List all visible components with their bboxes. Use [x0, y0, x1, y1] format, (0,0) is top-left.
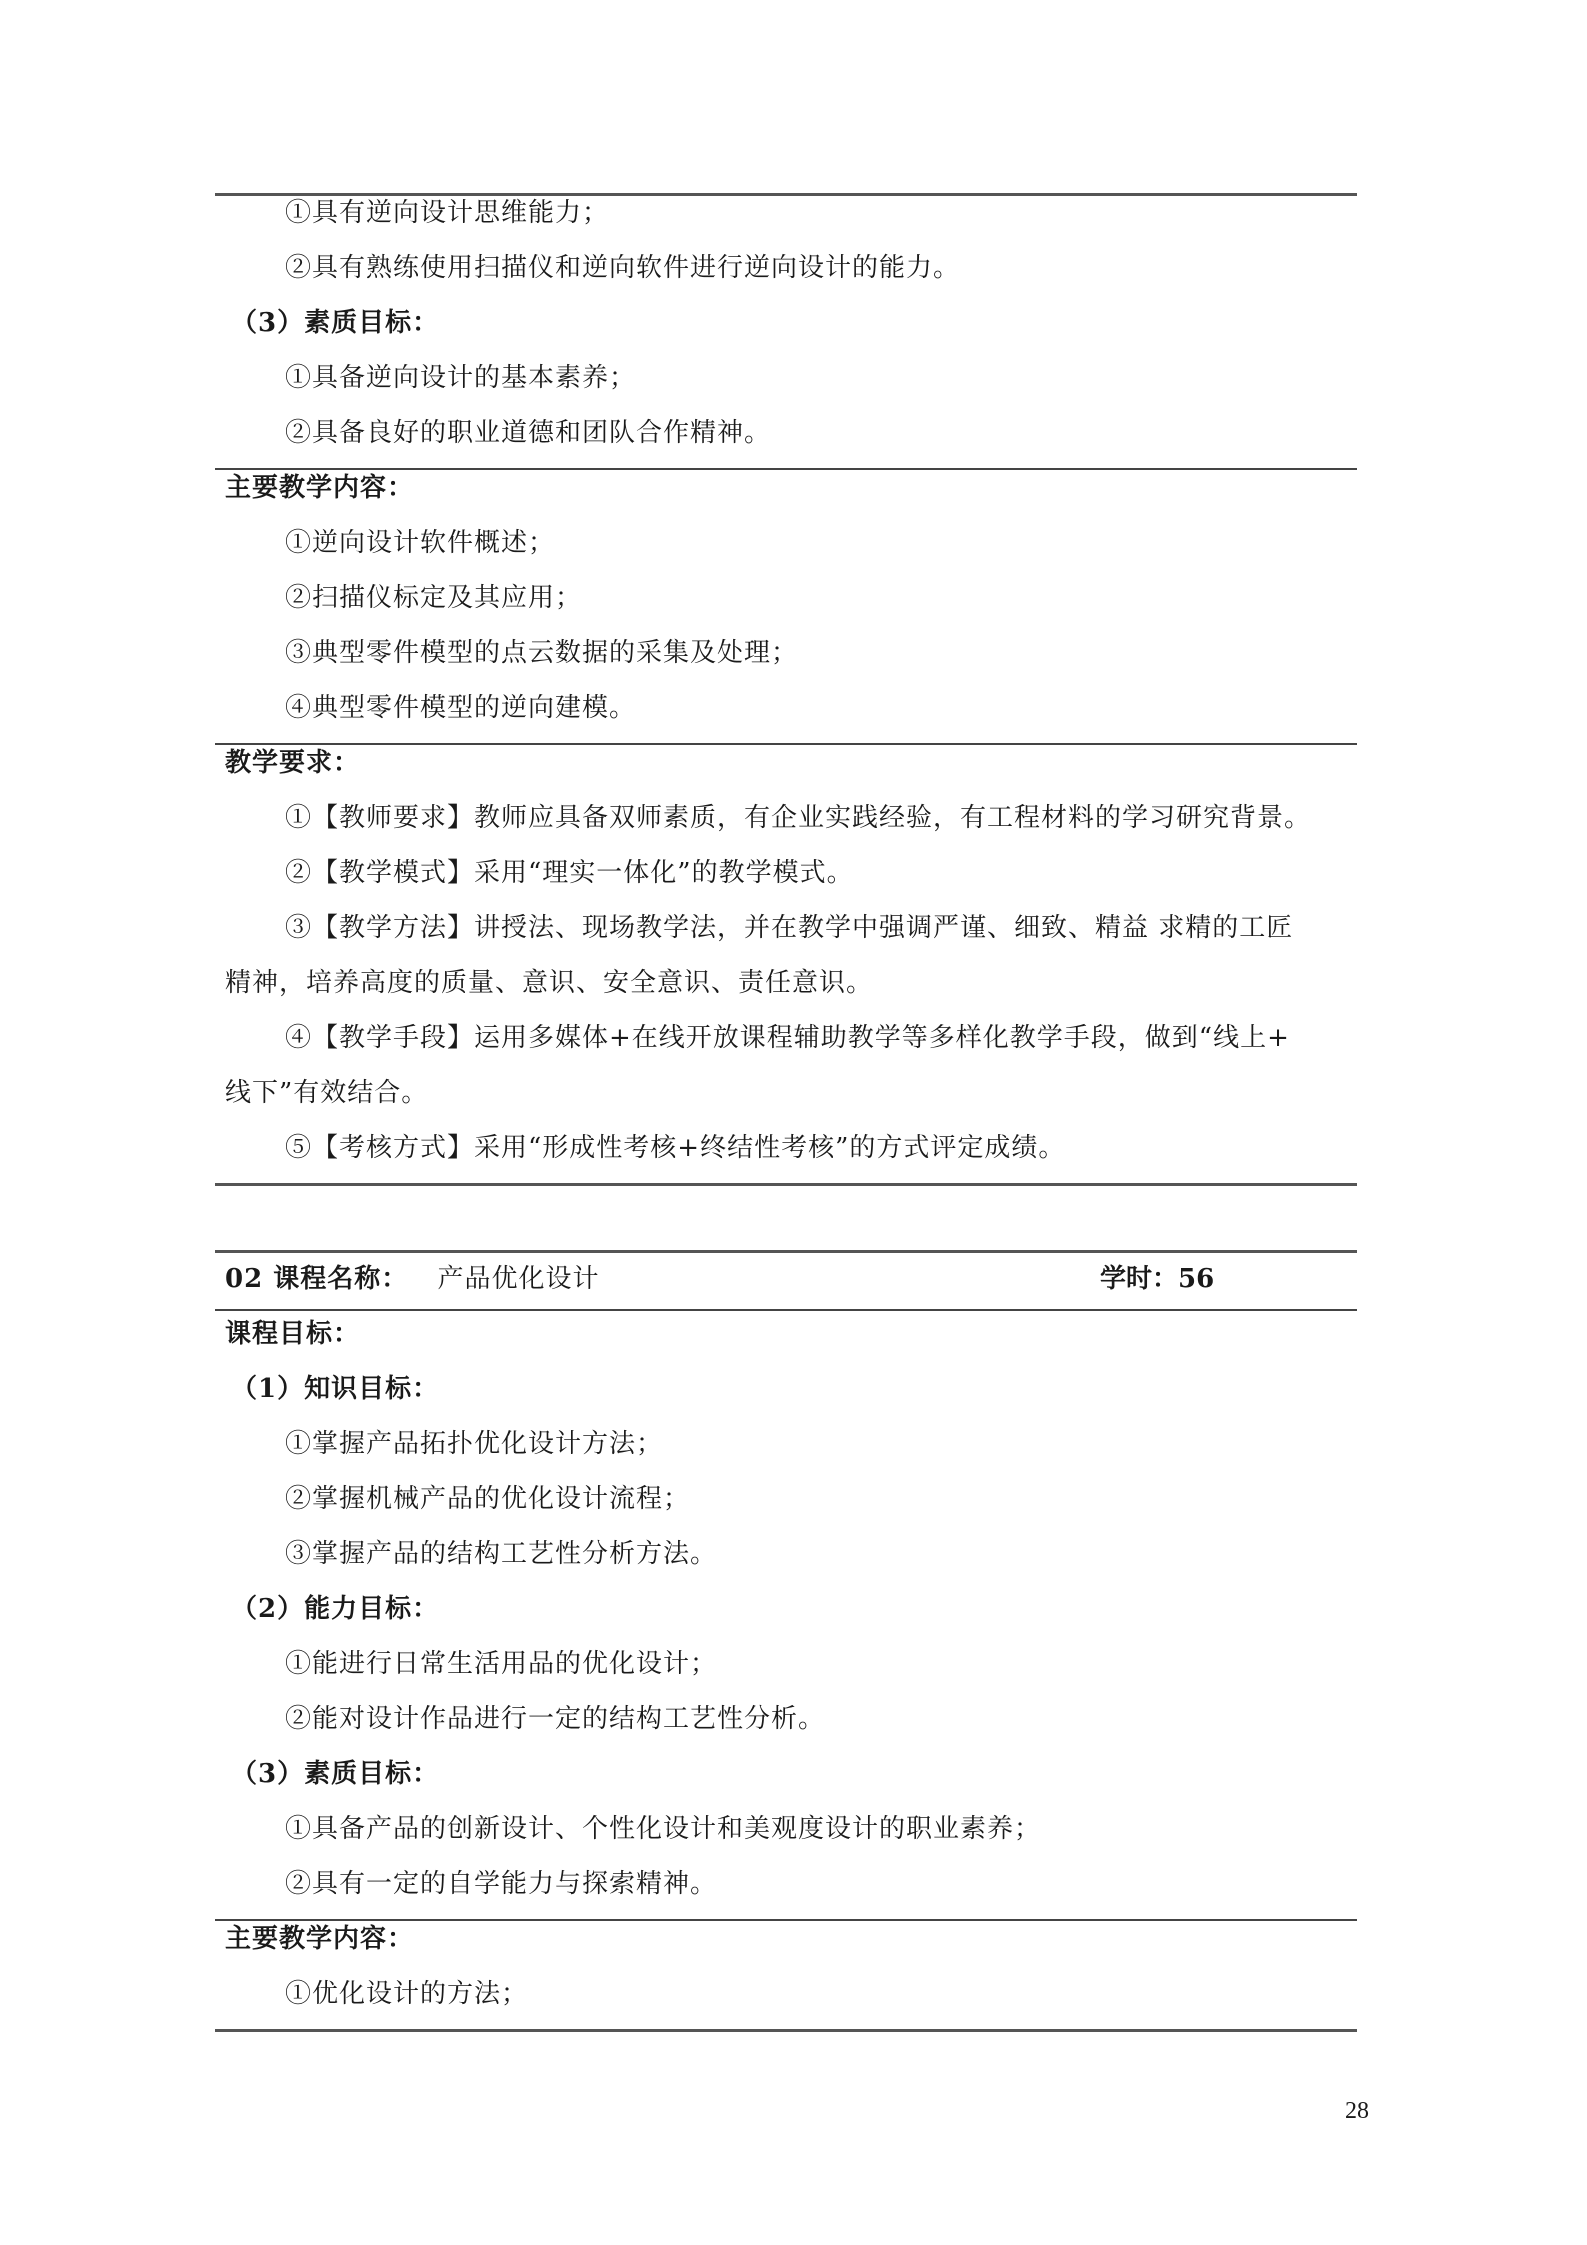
quality-item: ①具备产品的创新设计、个性化设计和美观度设计的职业素养；: [285, 1814, 1042, 1844]
requirement-line: 线下”有效结合。: [225, 1078, 429, 1108]
quality-heading: （3）素质目标：: [231, 308, 440, 338]
content-item: ④典型零件模型的逆向建模。: [285, 693, 637, 723]
bottom-rule: [215, 1183, 1357, 1186]
course-section-2: [215, 1245, 1357, 2035]
page-number: 28: [1345, 2098, 1369, 2124]
goal-heading: 课程目标：: [225, 1319, 361, 1349]
requirement-line: ③【教学方法】讲授法、现场教学法，并在教学中强调严谨、细致、精益 求精的工匠: [285, 913, 1294, 943]
quality-heading: （3）素质目标：: [231, 1759, 440, 1789]
bottom-rule: [215, 2029, 1357, 2032]
divider: [215, 1309, 1357, 1311]
knowledge-item: ②掌握机械产品的优化设计流程；: [285, 1484, 691, 1514]
course-section-1: [215, 0, 1357, 1200]
knowledge-heading: （1）知识目标：: [231, 1374, 440, 1404]
quality-item: ②具备良好的职业道德和团队合作精神。: [285, 418, 772, 448]
content-item: ②扫描仪标定及其应用；: [285, 583, 583, 613]
ability-item: ①具有逆向设计思维能力；: [285, 198, 610, 228]
course-hours: [1100, 1252, 1214, 1307]
divider: [215, 743, 1357, 745]
content-item: ①优化设计的方法；: [285, 1979, 529, 2009]
requirement-line: ⑤【考核方式】采用“形成性考核+终结性考核”的方式评定成绩。: [285, 1133, 1066, 1163]
hours-label: 学时：: [1100, 1264, 1179, 1294]
quality-item: ①具备逆向设计的基本素养；: [285, 363, 637, 393]
course-name: 产品优化设计: [437, 1264, 600, 1294]
content-item: ①逆向设计软件概述；: [285, 528, 556, 558]
content-item: ③典型零件模型的点云数据的采集及处理；: [285, 638, 799, 668]
knowledge-item: ③掌握产品的结构工艺性分析方法。: [285, 1539, 718, 1569]
course-title-row: [225, 1252, 600, 1307]
content-heading: 主要教学内容：: [225, 1924, 415, 1954]
course-label: 02 课程名称：: [225, 1264, 409, 1294]
ability-item: ②能对设计作品进行一定的结构工艺性分析。: [285, 1704, 826, 1734]
ability-item: ②具有熟练使用扫描仪和逆向软件进行逆向设计的能力。: [285, 253, 961, 283]
knowledge-item: ①掌握产品拓扑优化设计方法；: [285, 1429, 664, 1459]
requirement-line: ④【教学手段】运用多媒体+在线开放课程辅助教学等多样化教学手段，做到“线上+: [285, 1023, 1290, 1053]
ability-item: ①能进行日常生活用品的优化设计；: [285, 1649, 718, 1679]
requirements-heading: 教学要求：: [225, 748, 361, 778]
requirement-line: 精神，培养高度的质量、意识、安全意识、责任意识。: [225, 968, 874, 998]
ability-heading: （2）能力目标：: [231, 1594, 440, 1624]
content-heading: 主要教学内容：: [225, 473, 415, 503]
hours-value: 56: [1178, 1264, 1215, 1294]
quality-item: ②具有一定的自学能力与探索精神。: [285, 1869, 718, 1899]
requirement-line: ①【教师要求】教师应具备双师素质，有企业实践经验，有工程材料的学习研究背景。: [285, 803, 1312, 833]
requirement-line: ②【教学模式】采用“理实一体化”的教学模式。: [285, 858, 854, 888]
